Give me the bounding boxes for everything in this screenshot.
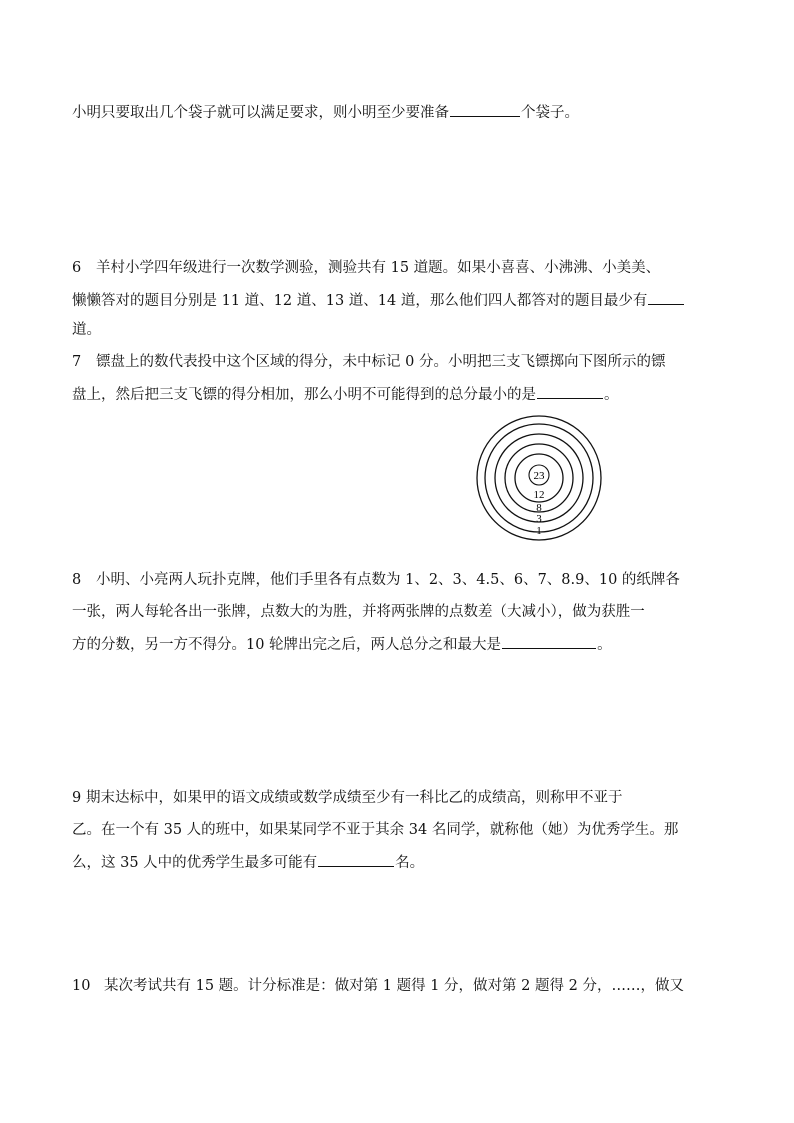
- label-8: 8: [536, 502, 542, 514]
- dartboard-figure: [474, 414, 604, 544]
- q5-tail-line: [72, 102, 579, 123]
- q7-text-1: 镖盘上的数代表投中这个区域的得分，未中标记 0 分。小明把三支飞镖掷向下图所示的镖: [96, 354, 666, 370]
- q5-text-end: 个袋子。: [521, 105, 579, 121]
- label-23: 23: [533, 470, 545, 482]
- q8-text-end: 。: [597, 637, 612, 653]
- q10-text-1: 某次考试共有 15 题。计分标准是：做对第 1 题得 1 分，做对第 2 题得 2 分，……，做又: [104, 978, 684, 994]
- q9-text-end: 名。: [395, 855, 425, 871]
- q10-line1: [72, 976, 684, 996]
- q5-answer-blank[interactable]: [450, 102, 520, 117]
- q8-line1: [72, 570, 680, 590]
- q6-number: 6: [72, 260, 82, 276]
- q6-text-2: 懒懒答对的题目分别是 11 道、12 道、13 道、14 道，那么他们四人都答对的题目最少有: [72, 293, 648, 309]
- q9-text-2: 乙。在一个有 35 人的班中，如果某同学不亚于其余 34 名同学，就称他（她）为优秀学生。那: [72, 822, 679, 838]
- q6-line2: [72, 290, 685, 311]
- q7-line2: [72, 384, 619, 405]
- q8-text-2: 一张，两人每轮各出一张牌，点数大的为胜，并将两张牌的点数差（大减小），做为获胜一: [72, 604, 645, 620]
- label-1: 1: [536, 525, 542, 537]
- q10-number: 10: [72, 978, 91, 994]
- q9-answer-blank[interactable]: [318, 852, 394, 867]
- label-3: 3: [536, 513, 542, 525]
- q9-line1: [72, 788, 623, 808]
- q8-answer-blank[interactable]: [502, 634, 596, 649]
- q6-text-3: 道。: [72, 322, 101, 338]
- q6-text-1: 羊村小学四年级进行一次数学测验，测验共有 15 道题。如果小喜喜、小沸沸、小美美、: [96, 260, 661, 276]
- q8-line2: [72, 602, 645, 622]
- q9-line2: [72, 820, 678, 840]
- q6-answer-blank[interactable]: [648, 290, 684, 305]
- q7-text-end: 。: [604, 387, 619, 403]
- q8-line3: [72, 634, 612, 655]
- q7-line1: [72, 352, 665, 372]
- q7-answer-blank[interactable]: [537, 384, 603, 399]
- q7-text-2: 盘上，然后把三支飞镖的得分相加，那么小明不可能得到的总分最小的是: [72, 387, 536, 403]
- q8-text-3: 方的分数，另一方不得分。10 轮牌出完之后，两人总分之和最大是: [72, 637, 502, 653]
- q9-number: 9: [72, 790, 82, 806]
- q8-number: 8: [72, 572, 82, 588]
- q9-line3: [72, 852, 424, 873]
- q8-text-1: 小明、小亮两人玩扑克牌，他们手里各有点数为 1、2、3、4.5、6、7、8.9、10 的纸牌各: [96, 572, 680, 588]
- q6-line1: [72, 258, 660, 278]
- q5-text: 小明只要取出几个袋子就可以满足要求，则小明至少要准备: [72, 105, 449, 121]
- q6-line3: [72, 320, 101, 340]
- q9-text-1: 期末达标中，如果甲的语文成绩或数学成绩至少有一科比乙的成绩高，则称甲不亚于: [86, 790, 623, 806]
- q7-number: 7: [72, 354, 82, 370]
- q9-text-3: 么，这 35 人中的优秀学生最多可能有: [72, 855, 318, 871]
- label-12: 12: [533, 489, 545, 501]
